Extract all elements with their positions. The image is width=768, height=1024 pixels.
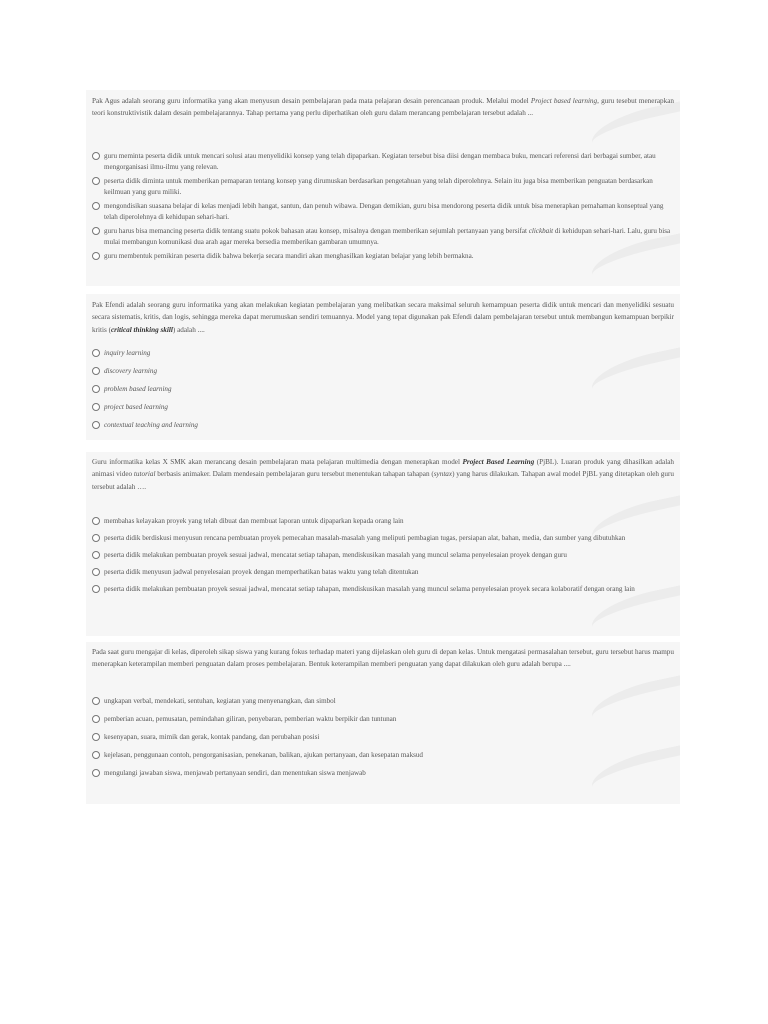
radio-button[interactable]: [92, 385, 100, 393]
radio-button[interactable]: [92, 517, 100, 525]
option-1b[interactable]: peserta didik diminta untuk memberikan pemaparan tentang konsep yang dirumuskan berdasarkan pengetahuan yang telah diperolehnya. Selain itu juga bisa memberikan penguatan berdasarkan keilmuan yang guru miliki.: [92, 176, 674, 198]
question-text-4: Pada saat guru mengajar di kelas, diperoleh sikap siswa yang kurang fokus terhadap materi yang dijelaskan oleh guru di depan kelas. Untuk mengatasi permasalahan tersebut, guru tersebut harus mampu menerapkan keterampilan memberi penguatan dalam proses pembelajaran. Bentuk keterampilan memberi penguatan yang dapat dilakukan oleh guru adalah berupa ....: [92, 648, 674, 669]
radio-button[interactable]: [92, 227, 100, 235]
option-2e[interactable]: contextual teaching and learning: [92, 420, 674, 431]
option-2b[interactable]: discovery learning: [92, 366, 674, 377]
option-3d[interactable]: peserta didik menyusun jadwal penyelesaian proyek dengan memperhatikan batas waktu yang telah ditentukan: [92, 567, 674, 578]
radio-button[interactable]: [92, 568, 100, 576]
question-text-1: Pak Agus adalah seorang guru informatika yang akan menyusun desain pembelajaran pada mata pelajaran desain perencanaan produk. Melalui model Project based learning, guru tesebut menerapkan teori konstruktivistik dalam desain pembelajarannya. Tahap pertama yang perlu diperhatikan oleh guru dalam merancang pembelajaran tersebut adalah ...: [92, 97, 674, 118]
radio-button[interactable]: [92, 751, 100, 759]
option-4d[interactable]: kejelasan, penggunaan contoh, pengorganisasian, penekanan, balikan, ajukan pertanyaan, dan kesepatan maksud: [92, 750, 674, 761]
question-card-3: [86, 452, 680, 636]
radio-button[interactable]: [92, 367, 100, 375]
options-list-2: [86, 348, 680, 431]
option-1c[interactable]: mengondisikan suasana belajar di kelas menjadi lebih hangat, santun, dan penuh wibawa. Dengan demikian, guru bisa mendorong peserta didik untuk bisa menerapkan pemahaman konseptual yang telah diperolehnya di kehidupan sehari-hari.: [92, 201, 674, 223]
question-text-3: Guru informatika kelas X SMK akan merancang desain pembelajaran mata pelajaran multimedia dengan menerapkan model Project Based Learning (PjBL). Luaran produk yang dihasilkan adalah animasi video tutorial berbasis animaker. Dalam mendesain pembelajaran guru tersebut menentukan tahapan tahapan (syntax) yang harus dilakukan. Tahapan awal model PjBL yang ditetapkan oleh guru tersebut adalah ….: [92, 458, 674, 491]
option-4b[interactable]: pemberian acuan, pemusatan, pemindahan giliran, penyebaran, pemberian waktu berpikir dan tuntunan: [92, 714, 674, 725]
question-text-2: Pak Efendi adalah seorang guru informatika yang akan melakukan kegiatan pembelajaran yang melibatkan secara maksimal seluruh kemampuan peserta didik untuk mencari dan menyelidiki sesuatu secara sistematis, kritis, dan logis, sehingga mereka dapat merumuskan sendiri temuannya. Model yang tepat digunakan pak Efendi dalam pembelajaran tersebut untuk membangun kemampuan berpikir kritis (critical thinking skill) adalah ....: [92, 301, 674, 334]
option-2c[interactable]: problem based learning: [92, 384, 674, 395]
question-card-1: [86, 90, 680, 286]
question-card-4: [86, 642, 680, 804]
option-4e[interactable]: mengulangi jawaban siswa, menjawab pertanyaan sendiri, dan menentukan siswa menjawab: [92, 768, 674, 779]
option-1a[interactable]: guru meminta peserta didik untuk mencari solusi atau menyelidiki konsep yang telah dipaparkan. Kegiatan tersebut bisa diisi dengan membaca buku, mencari referensi dari berbagai sumber, atau mengorganisasi ilmu-ilmu yang relevan.: [92, 151, 674, 173]
option-3e[interactable]: peserta didik melakukan pembuatan proyek sesuai jadwal, mencatat setiap tahapan, mendiskusikan masalah yang muncul selama penyelesaian proyek secara kolaboratif dengan orang lain: [92, 584, 674, 595]
option-2a[interactable]: inquiry learning: [92, 348, 674, 359]
radio-button[interactable]: [92, 152, 100, 160]
radio-button[interactable]: [92, 252, 100, 260]
option-3a[interactable]: membahas kelayakan proyek yang telah dibuat dan membuat laporan untuk dipaparkan kepada orang lain: [92, 516, 674, 527]
radio-button[interactable]: [92, 715, 100, 723]
radio-button[interactable]: [92, 534, 100, 542]
options-list-4: [86, 696, 680, 779]
option-4a[interactable]: ungkapan verbal, mendekati, sentuhan, kegiatan yang menyenangkan, dan simbol: [92, 696, 674, 707]
radio-button[interactable]: [92, 421, 100, 429]
radio-button[interactable]: [92, 177, 100, 185]
options-list-3: [86, 516, 680, 595]
radio-button[interactable]: [92, 697, 100, 705]
radio-button[interactable]: [92, 769, 100, 777]
radio-button[interactable]: [92, 349, 100, 357]
option-2d[interactable]: project based learning: [92, 402, 674, 413]
option-3c[interactable]: peserta didik melakukan pembuatan proyek sesuai jadwal, mencatat setiap tahapan, mendiskusikan masalah yang muncul selama penyelesaian proyek dengan guru: [92, 550, 674, 561]
radio-button[interactable]: [92, 733, 100, 741]
question-card-2: [86, 294, 680, 440]
radio-button[interactable]: [92, 585, 100, 593]
radio-button[interactable]: [92, 403, 100, 411]
radio-button[interactable]: [92, 551, 100, 559]
radio-button[interactable]: [92, 202, 100, 210]
options-list-1: [86, 151, 680, 262]
option-1e[interactable]: guru membentuk pemikiran peserta didik bahwa bekerja secara mandiri akan menghasilkan kegiatan belajar yang lebih bermakna.: [92, 251, 674, 262]
option-4c[interactable]: kesenyapan, suara, mimik dan gerak, kontak pandang, dan perubahan posisi: [92, 732, 674, 743]
option-3b[interactable]: peserta didik berdiskusi menyusun rencana pembuatan proyek pemecahan masalah-masalah yang meliputi pembagian tugas, persiapan alat, bahan, media, dan sumber yang dibutuhkan: [92, 533, 674, 544]
option-1d[interactable]: guru harus bisa memancing peserta didik tentang suatu pokok bahasan atau konsep, misalnya dengan memberikan sejumlah pertanyaan yang bersifat clickbait di kehidupan sehari-hari. Lalu, guru bisa mulai membangun komunikasi dua arah agar mereka bersedia memberikan gambaran umumnya.: [92, 226, 674, 248]
